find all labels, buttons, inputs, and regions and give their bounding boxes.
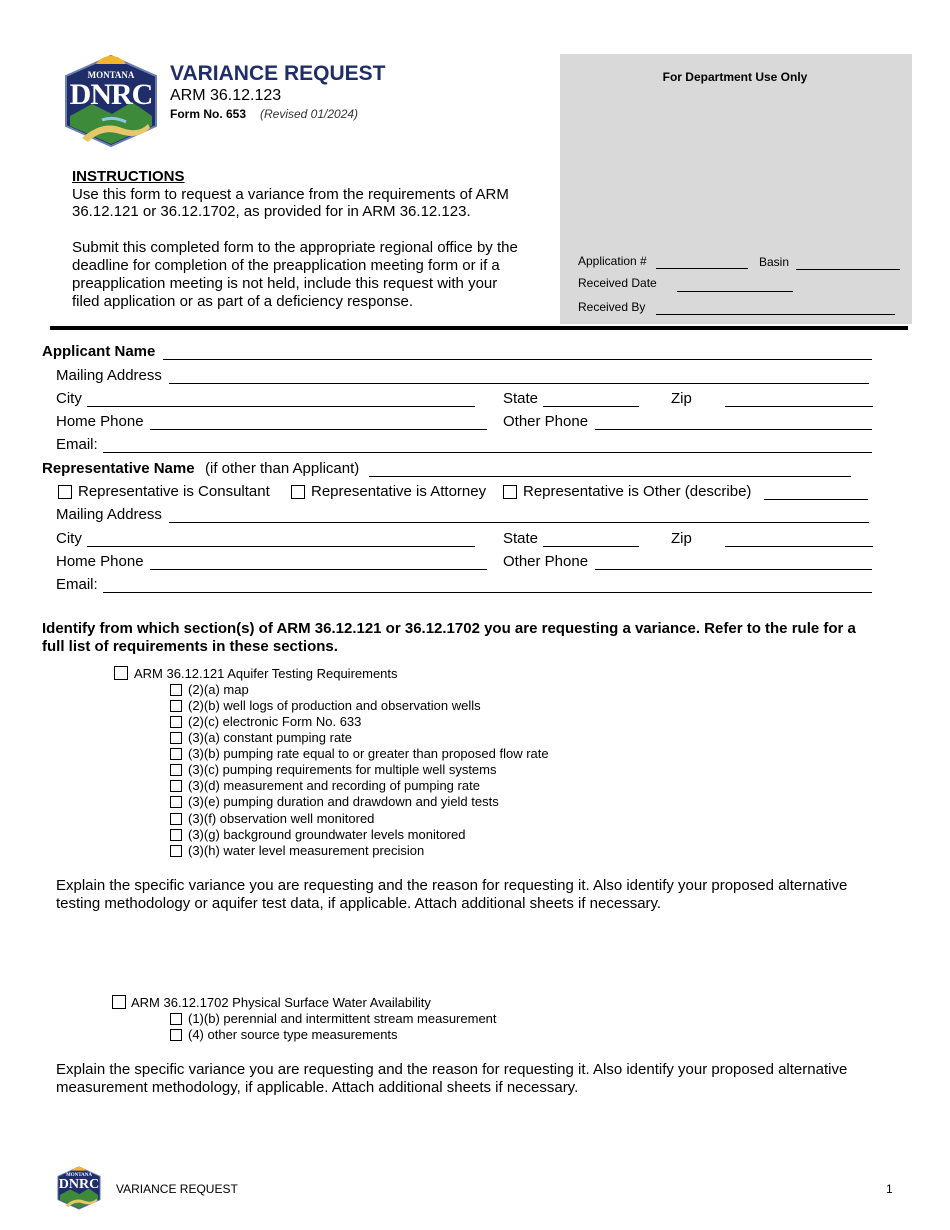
item-label: (3)(d) measurement and recording of pumping rate (188, 778, 480, 793)
form-arm: ARM 36.12.123 (170, 87, 282, 104)
section-121-explain-area[interactable] (56, 915, 872, 985)
basin-label: Basin (759, 255, 790, 269)
item-label: (1)(b) perennial and intermittent stream measurement (188, 1011, 497, 1026)
instructions-para2-line2: deadline for completion of the preapplication meeting form or if a (72, 257, 500, 274)
applicant-zip-field[interactable] (725, 406, 873, 407)
applicant-name-field[interactable] (163, 359, 872, 360)
section-121-explain-line1: Explain the specific variance you are requesting and the reason for requesting it. Also identify your proposed alternative (56, 877, 848, 894)
item-label: (3)(b) pumping rate equal to or greater than proposed flow rate (188, 746, 549, 761)
instructions-heading: INSTRUCTIONS (72, 168, 185, 185)
item-checkbox[interactable] (170, 1013, 182, 1025)
page-number: 1 (886, 1182, 893, 1196)
item-label: (4) other source type measurements (188, 1027, 398, 1042)
applicant-home-phone-field[interactable] (150, 429, 487, 430)
item-label: (3)(c) pumping requirements for multiple well systems (188, 762, 497, 777)
other-describe-field[interactable] (764, 499, 868, 500)
representative-email-field[interactable] (103, 592, 872, 593)
section-121-explain-line2: testing methodology or aquifer test data, if applicable. Attach additional sheets if necessary. (56, 895, 662, 912)
identify-line2: full list of requirements in these sections. (42, 638, 338, 655)
other-label: Representative is Other (describe) (523, 483, 752, 500)
representative-other-phone-field[interactable] (595, 569, 872, 570)
logo-top-text: MONTANA (87, 70, 135, 80)
attorney-checkbox[interactable] (291, 485, 305, 499)
section-1702-checkbox[interactable] (112, 995, 126, 1009)
item-checkbox[interactable] (170, 764, 182, 776)
representative-home-phone-field[interactable] (150, 569, 487, 570)
applicant-home-phone-label: Home Phone (56, 413, 144, 430)
section-1702-explain-line1: Explain the specific variance you are requesting and the reason for requesting it. Also identify your proposed alternative (56, 1061, 848, 1078)
item-label: (2)(a) map (188, 682, 249, 697)
representative-city-field[interactable] (87, 546, 475, 547)
applicant-mailing-field[interactable] (169, 383, 869, 384)
representative-state-field[interactable] (543, 546, 639, 547)
item-checkbox[interactable] (170, 732, 182, 744)
representative-other-phone-label: Other Phone (503, 553, 589, 570)
applicant-zip-label: Zip (671, 390, 692, 407)
item-checkbox[interactable] (170, 716, 182, 728)
representative-state-label: State (503, 530, 539, 547)
applicant-state-field[interactable] (543, 406, 639, 407)
dnrc-logo (62, 54, 160, 148)
item-checkbox[interactable] (170, 748, 182, 760)
applicant-state-label: State (503, 390, 539, 407)
instructions-para1-line2: 36.12.121 or 36.12.1702, as provided for in ARM 36.12.123. (72, 203, 471, 220)
item-checkbox[interactable] (170, 700, 182, 712)
item-label: (3)(h) water level measurement precision (188, 843, 425, 858)
other-checkbox[interactable] (503, 485, 517, 499)
consultant-checkbox[interactable] (58, 485, 72, 499)
section-1702-explain-line2: measurement methodology, if applicable. Attach additional sheets if necessary. (56, 1079, 579, 1096)
department-use-title: For Department Use Only (662, 70, 808, 84)
basin-field[interactable] (796, 269, 900, 270)
instructions-para2-line1: Submit this completed form to the appropriate regional office by the (72, 239, 518, 256)
applicant-email-field[interactable] (103, 452, 872, 453)
item-checkbox[interactable] (170, 829, 182, 841)
section-121-label: ARM 36.12.121 Aquifer Testing Requirements (134, 666, 398, 681)
representative-name-field[interactable] (369, 476, 851, 477)
application-number-field[interactable] (656, 268, 748, 269)
instructions-para1-line1: Use this form to request a variance from the requirements of ARM (72, 186, 509, 203)
section-1702-explain-area[interactable] (56, 1099, 872, 1159)
footer-logo-top-text: MONTANA (65, 1173, 92, 1178)
form-title: VARIANCE REQUEST (170, 62, 386, 85)
attorney-label: Representative is Attorney (311, 483, 487, 500)
item-checkbox[interactable] (170, 780, 182, 792)
item-label: (3)(g) background groundwater levels monitored (188, 827, 466, 842)
consultant-label: Representative is Consultant (78, 483, 270, 500)
section-121-checkbox[interactable] (114, 666, 128, 680)
representative-mailing-field[interactable] (169, 522, 869, 523)
application-number-label: Application # (578, 254, 647, 268)
item-checkbox[interactable] (170, 684, 182, 696)
item-label: (2)(b) well logs of production and observation wells (188, 698, 481, 713)
instructions-para2-line3: preapplication meeting is not held, include this request with your (72, 275, 498, 292)
item-checkbox[interactable] (170, 845, 182, 857)
form-revised: (Revised 01/2024) (260, 107, 359, 121)
applicant-city-label: City (56, 390, 82, 407)
received-by-label: Received By (578, 300, 646, 314)
footer-logo (56, 1166, 102, 1210)
department-use-box (560, 54, 912, 324)
item-label: (3)(f) observation well monitored (188, 811, 375, 826)
received-date-label: Received Date (578, 276, 657, 290)
item-label: (3)(e) pumping duration and drawdown and yield tests (188, 794, 499, 809)
representative-city-label: City (56, 530, 82, 547)
item-label: (2)(c) electronic Form No. 633 (188, 714, 362, 729)
instructions-para2-line4: filed application or as part of a deficiency response. (72, 293, 414, 310)
representative-name-note: (if other than Applicant) (205, 460, 360, 477)
item-checkbox[interactable] (170, 1029, 182, 1041)
footer-logo-main-text: DNRC (58, 1177, 100, 1192)
representative-home-phone-label: Home Phone (56, 553, 144, 570)
logo-main-text: DNRC (69, 78, 153, 111)
representative-email-label: Email: (56, 576, 98, 593)
received-by-field[interactable] (656, 314, 895, 315)
item-checkbox[interactable] (170, 796, 182, 808)
form-number: Form No. 653 (170, 107, 247, 121)
identify-line1: Identify from which section(s) of ARM 36.12.121 or 36.12.1702 you are requesting a variance. Refer to the rule for a (42, 620, 856, 637)
applicant-city-field[interactable] (87, 406, 475, 407)
applicant-name-label: Applicant Name (42, 343, 156, 360)
header-divider (50, 326, 908, 330)
applicant-other-phone-field[interactable] (595, 429, 872, 430)
received-date-field[interactable] (677, 291, 793, 292)
item-label: (3)(a) constant pumping rate (188, 730, 353, 745)
applicant-other-phone-label: Other Phone (503, 413, 589, 430)
footer-title: VARIANCE REQUEST (116, 1182, 238, 1196)
item-checkbox[interactable] (170, 813, 182, 825)
applicant-email-label: Email: (56, 436, 98, 453)
representative-zip-field[interactable] (725, 546, 873, 547)
representative-zip-label: Zip (671, 530, 692, 547)
representative-name-label: Representative Name (42, 460, 195, 477)
representative-mailing-label: Mailing Address (56, 506, 162, 523)
applicant-mailing-label: Mailing Address (56, 367, 162, 384)
section-1702-label: ARM 36.12.1702 Physical Surface Water Availability (131, 995, 431, 1010)
